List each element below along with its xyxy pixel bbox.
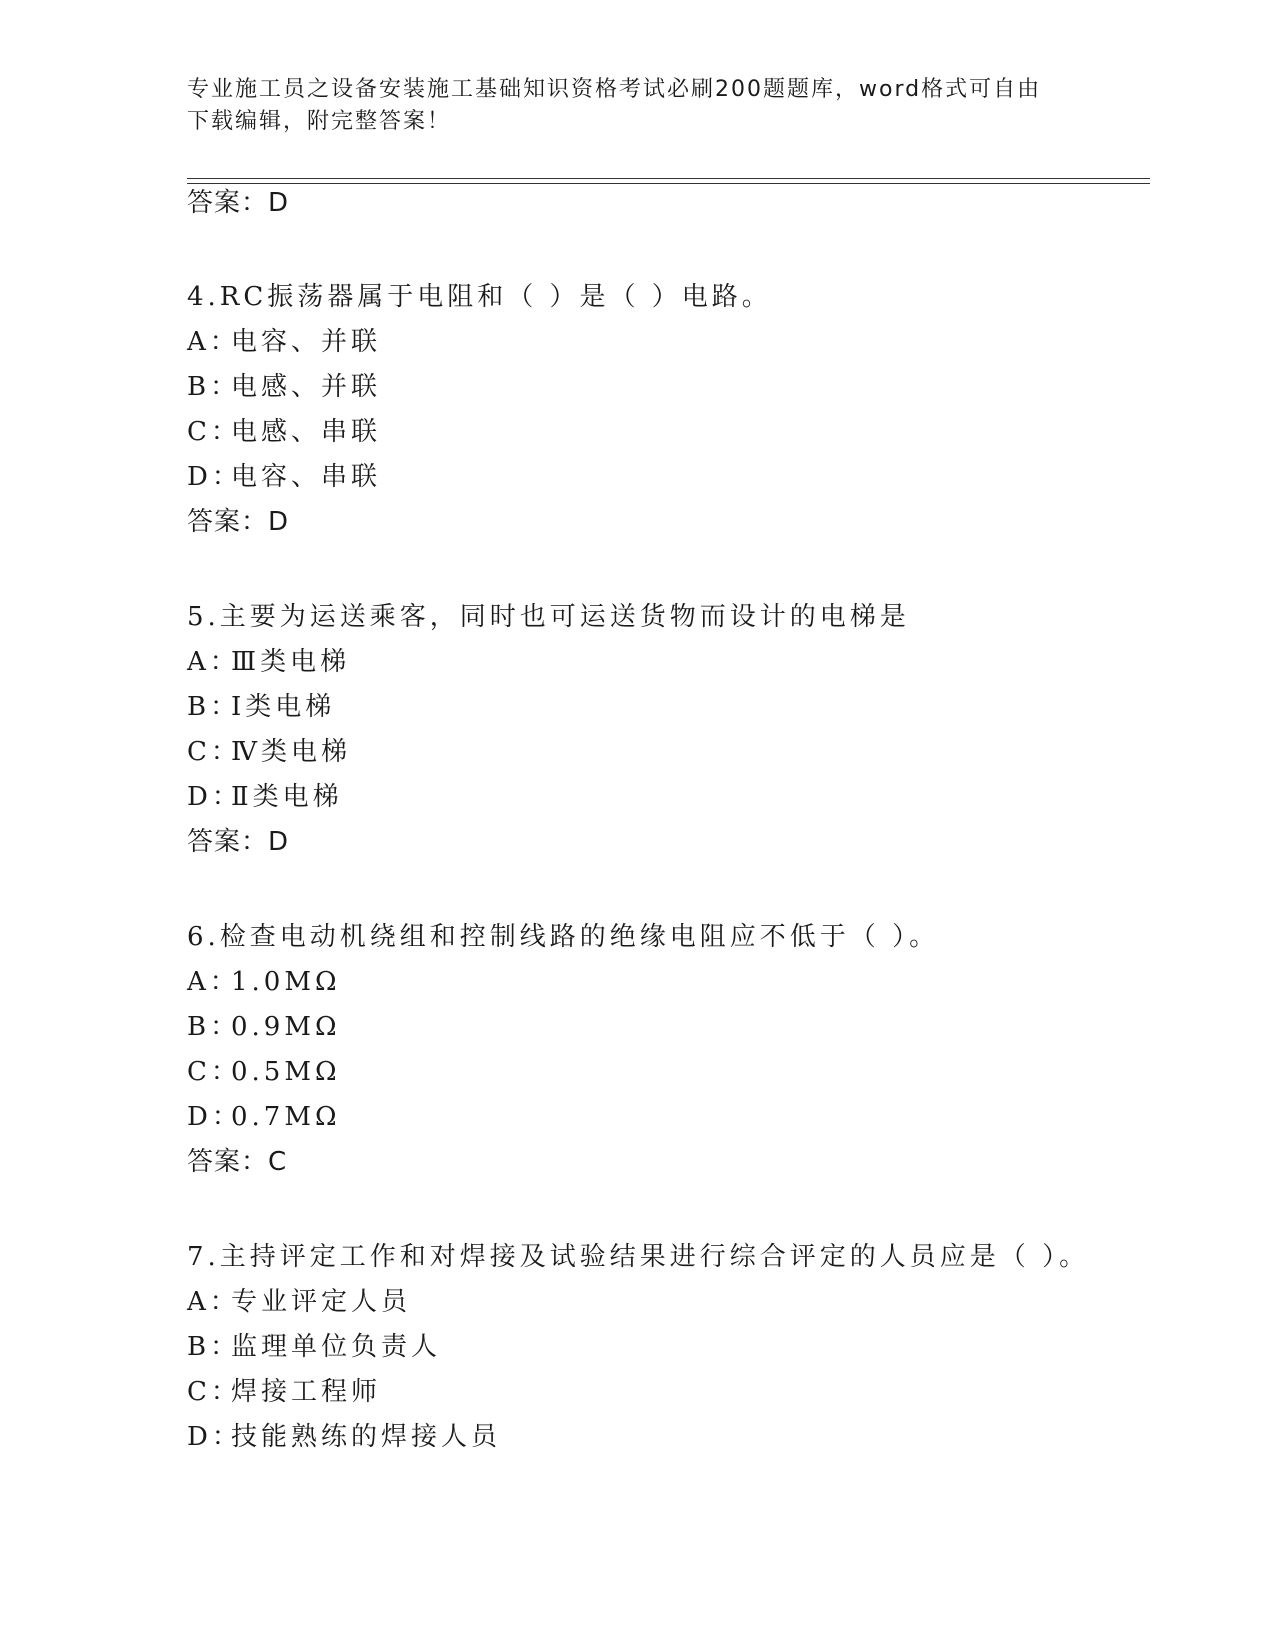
option-text: 1.0MΩ <box>231 967 341 997</box>
question-text: 4.RC振荡器属于电阻和（ ）是（ ）电路。 <box>187 282 772 312</box>
option-d <box>187 455 1147 500</box>
option-letter: A： <box>187 1287 240 1317</box>
option-letter: D： <box>187 1102 242 1132</box>
option-text: 0.5MΩ <box>231 1057 341 1087</box>
answer-label: 答案：D <box>187 827 290 857</box>
option-letter: D： <box>187 782 242 812</box>
option-a <box>187 640 1147 685</box>
option-text: 焊接工程师 <box>231 1377 382 1407</box>
option-letter: D： <box>187 462 242 492</box>
option-letter: C： <box>187 1377 241 1407</box>
question-7 <box>187 1234 1147 1460</box>
option-letter: B： <box>187 1332 241 1362</box>
option-letter: D： <box>187 1422 242 1452</box>
option-letter: B： <box>187 372 241 402</box>
option-d <box>187 1415 1147 1460</box>
option-text: Ⅳ类电梯 <box>231 737 351 767</box>
document-header <box>187 74 1087 138</box>
option-b <box>187 365 1147 410</box>
option-d <box>187 775 1147 820</box>
question-6 <box>187 914 1147 1184</box>
option-text: 专业评定人员 <box>231 1287 412 1317</box>
option-d <box>187 1095 1147 1140</box>
question-4 <box>187 274 1147 544</box>
option-letter: B： <box>187 1012 241 1042</box>
option-letter: C： <box>187 1057 241 1087</box>
option-text: Ⅰ类电梯 <box>231 692 336 722</box>
option-letter: A： <box>187 647 240 677</box>
question-text: 5.主要为运送乘客，同时也可运送货物而设计的电梯是 <box>187 602 910 632</box>
option-text: 0.9MΩ <box>231 1012 341 1042</box>
option-text: 电容、并联 <box>231 327 382 357</box>
option-c <box>187 1050 1147 1095</box>
option-letter: C： <box>187 737 241 767</box>
option-b <box>187 1325 1147 1370</box>
option-b <box>187 1005 1147 1050</box>
header-line-1: 专业施工员之设备安装施工基础知识资格考试必刷200题题库，word格式可自由 <box>187 77 1042 102</box>
option-letter: B： <box>187 692 241 722</box>
option-a <box>187 320 1147 365</box>
answer-label: 答案：C <box>187 1147 288 1177</box>
option-text: Ⅲ类电梯 <box>231 647 351 677</box>
option-letter: A： <box>187 327 240 357</box>
option-c <box>187 1370 1147 1415</box>
question-text: 7.主持评定工作和对焊接及试验结果进行综合评定的人员应是（ ）。 <box>187 1242 1090 1272</box>
option-letter: A： <box>187 967 240 997</box>
question-text: 6.检查电动机绕组和控制线路的绝缘电阻应不低于（ ）。 <box>187 922 940 952</box>
option-text: Ⅱ类电梯 <box>231 782 343 812</box>
option-letter: C： <box>187 417 241 447</box>
option-text: 电感、并联 <box>231 372 382 402</box>
option-text: 技能熟练的焊接人员 <box>231 1422 502 1452</box>
question-5 <box>187 594 1147 864</box>
option-text: 监理单位负责人 <box>231 1332 442 1362</box>
header-line-2: 下载编辑，附完整答案！ <box>187 109 452 134</box>
answer-label: 答案：D <box>187 188 290 218</box>
answer-label: 答案：D <box>187 507 290 537</box>
option-c <box>187 730 1147 775</box>
option-a <box>187 960 1147 1005</box>
option-c <box>187 410 1147 455</box>
option-text: 电容、串联 <box>231 462 382 492</box>
option-text: 0.7MΩ <box>231 1102 341 1132</box>
option-a <box>187 1280 1147 1325</box>
option-b <box>187 685 1147 730</box>
header-divider-top <box>187 178 1150 179</box>
option-text: 电感、串联 <box>231 417 382 447</box>
previous-answer-block <box>187 181 1147 225</box>
